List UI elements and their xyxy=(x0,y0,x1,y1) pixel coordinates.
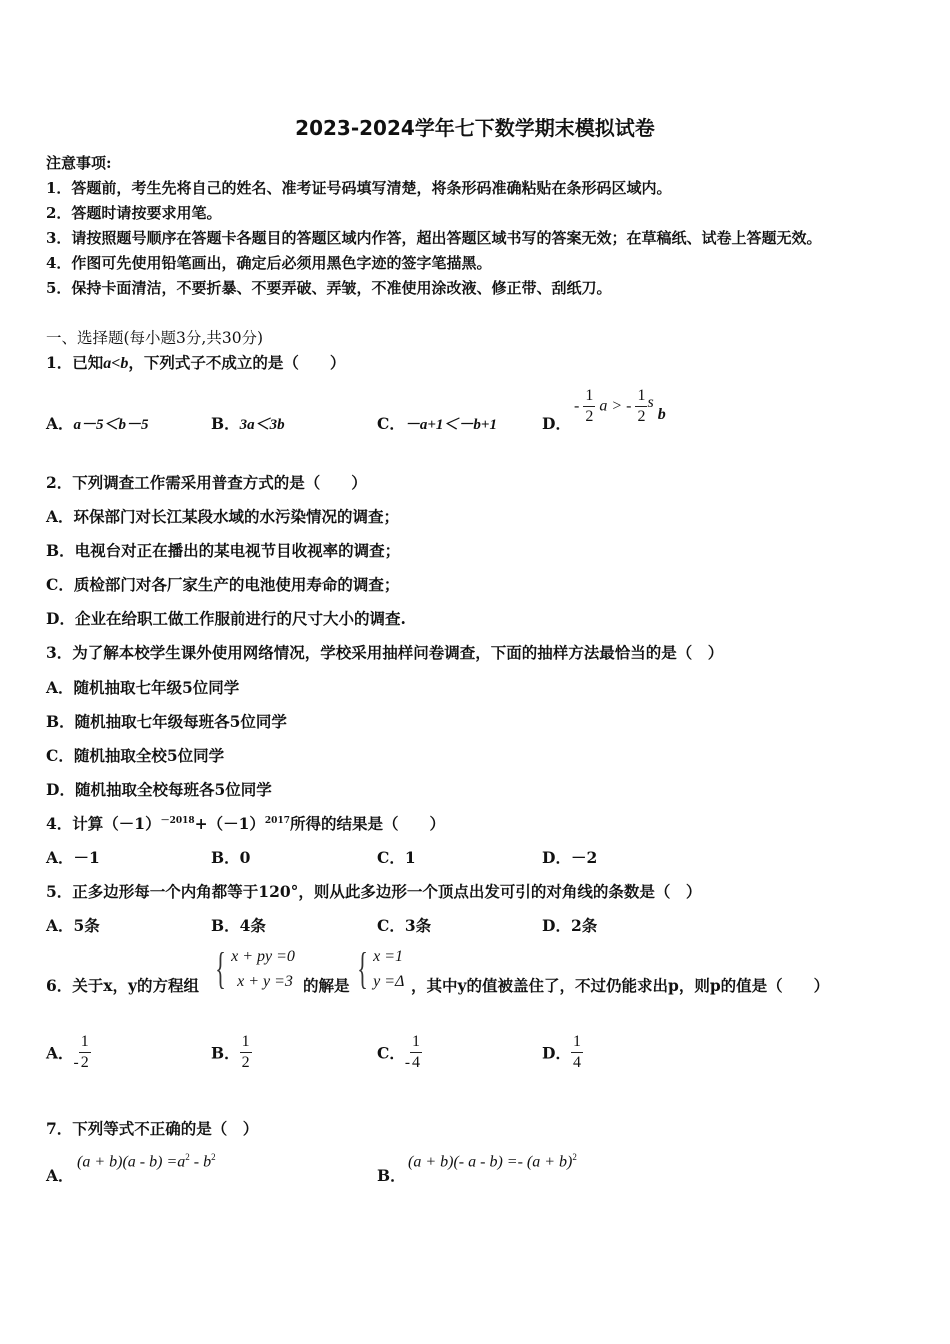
q1-option-c[interactable] xyxy=(377,412,497,434)
exponent: －2018 xyxy=(160,815,195,826)
numerator: 1 xyxy=(572,1033,581,1050)
option-text: 3a＜3b xyxy=(239,417,285,433)
q6-stem-mid: 的解是 xyxy=(303,976,350,995)
notice-item: 3．请按照题号顺序在答题卡各题目的答题区域内作答，超出答题区域书写的答案无效；在草稿纸、试卷上答题无效。 xyxy=(46,229,822,247)
q5-option-c[interactable]: C．3条 xyxy=(377,916,432,935)
q3-option-c[interactable]: C．随机抽取全校5位同学 xyxy=(46,746,225,765)
question-4-stem xyxy=(46,812,445,834)
system-lines xyxy=(373,944,404,994)
question-3-stem: 3．为了解本校学生课外使用网络情况，学校采用抽样问卷调查，下面的抽样方法最恰当的是（ ） xyxy=(46,643,724,662)
q2-option-c[interactable]: C．质检部门对各厂家生产的电池使用寿命的调查； xyxy=(46,575,400,594)
fraction xyxy=(571,1032,583,1073)
q4-option-a[interactable]: A．－1 xyxy=(46,848,100,867)
denominator: 2 xyxy=(637,408,646,425)
option-text: a－5＜b－5 xyxy=(73,417,149,433)
notice-item: 5．保持卡面清洁，不要折暴、不要弄破、弄皱，不准使用涂改液、修正带、刮纸刀。 xyxy=(46,279,612,297)
q6-option-c[interactable] xyxy=(377,1032,422,1073)
equation-system-1 xyxy=(210,944,295,994)
q5-option-a[interactable]: A．5条 xyxy=(46,916,100,935)
exponent: 2 xyxy=(211,1152,216,1162)
fraction xyxy=(635,386,647,427)
expr-middle: a > - xyxy=(599,397,632,415)
option-label: C． xyxy=(377,414,405,433)
system-lines xyxy=(231,944,295,994)
q5-option-d[interactable]: D．2条 xyxy=(542,916,598,935)
fraction xyxy=(583,386,595,427)
option-label: A． xyxy=(46,1043,74,1063)
denominator: 2 xyxy=(80,1054,89,1071)
fraction xyxy=(240,1032,252,1073)
q2-option-d[interactable]: D．企业在给职工做工作服前进行的尺寸大小的调查. xyxy=(46,609,406,628)
q6-option-d[interactable] xyxy=(542,1032,583,1073)
q1-stem-pre: 1．已知 xyxy=(46,353,104,372)
q2-option-b[interactable]: B．电视台对正在播出的某电视节目收视率的调查； xyxy=(46,541,401,560)
question-5-stem: 5．正多边形每一个内角都等于120°，则从此多边形一个顶点出发可引的对角线的条数是（ ） xyxy=(46,882,702,901)
option-label: B． xyxy=(211,1043,240,1063)
numerator: 1 xyxy=(412,1033,421,1050)
notice-heading: 注意事项: xyxy=(46,154,112,172)
question-1-stem xyxy=(46,351,345,373)
section-heading: 一、选择题(每小题3分,共30分) xyxy=(46,329,264,347)
q4-option-b[interactable]: B．0 xyxy=(211,848,251,867)
q5-option-b[interactable]: B．4条 xyxy=(211,916,266,935)
numerator: 1 xyxy=(241,1033,250,1050)
numerator: 1 xyxy=(635,386,647,407)
q1-option-b[interactable] xyxy=(211,412,285,434)
option-text: －a+1＜－b+1 xyxy=(404,417,497,433)
equation-system-2 xyxy=(352,944,404,994)
exponent: 2017 xyxy=(264,815,290,826)
option-label: A． xyxy=(46,414,74,433)
option-label: D． xyxy=(542,1043,571,1063)
exponent: 2 xyxy=(572,1152,577,1162)
expr: (a + b)(- a - b) =- (a + b) xyxy=(408,1153,573,1171)
q3-option-d[interactable]: D．随机抽取全校每班各5位同学 xyxy=(46,780,272,799)
minus-sign: - xyxy=(404,1053,411,1071)
notice-item: 1．答题前，考生先将自己的姓名、准考证号码填写清楚，将条形码准确粘贴在条形码区域内。 xyxy=(46,179,672,197)
q4-option-c[interactable]: C．1 xyxy=(377,848,416,867)
denominator: 4 xyxy=(572,1054,581,1071)
brace-icon: { xyxy=(215,944,226,993)
question-7-stem: 7．下列等式不正确的是（ ） xyxy=(46,1119,259,1138)
notice-item: 2．答题时请按要求用笔。 xyxy=(46,204,222,222)
q1-stem-math: a<b xyxy=(103,355,129,372)
expr-b: b xyxy=(657,405,666,423)
q1-option-d-expr xyxy=(574,386,666,427)
expr: - b xyxy=(189,1153,212,1171)
q7-option-b-label[interactable]: B． xyxy=(377,1166,406,1185)
q7-option-a-label[interactable]: A． xyxy=(46,1166,74,1185)
q7-option-a-expr xyxy=(77,1152,216,1171)
q3-option-b[interactable]: B．随机抽取七年级每班各5位同学 xyxy=(46,712,287,731)
q2-option-a[interactable]: A．环保部门对长江某段水域的水污染情况的调查； xyxy=(46,507,400,526)
q6-stem-post: ，其中y的值被盖住了，不过仍能求出p，则p的值是（ ） xyxy=(411,976,830,995)
fraction xyxy=(79,1032,91,1073)
option-label: B． xyxy=(211,414,240,433)
q6-option-a[interactable] xyxy=(46,1032,91,1073)
exponent: 2 xyxy=(185,1152,190,1162)
minus-sign: - xyxy=(574,397,580,415)
brace-icon: { xyxy=(357,944,368,993)
numerator: 1 xyxy=(583,386,595,407)
notice-item: 4．作图可先使用铅笔画出，确定后必须用黑色字迹的签字笔描黑。 xyxy=(46,254,492,272)
option-label: C． xyxy=(377,1043,405,1063)
q4-stem-post: 所得的结果是（ ） xyxy=(289,814,445,833)
q4-option-d[interactable]: D．－2 xyxy=(542,848,598,867)
q7-option-b-expr xyxy=(408,1152,577,1171)
q1-option-d-label[interactable]: D． xyxy=(542,414,571,433)
q1-stem-post: ，下列式子不成立的是（ ） xyxy=(128,353,346,372)
q3-option-a[interactable]: A．随机抽取七年级5位同学 xyxy=(46,678,240,697)
fraction xyxy=(410,1032,422,1073)
denominator: 2 xyxy=(585,408,594,425)
q6-stem-pre: 6．关于x，y的方程组 xyxy=(46,976,200,995)
minus-sign: - xyxy=(73,1053,79,1071)
equation: x =1 xyxy=(373,948,404,965)
equation: x + py =0 xyxy=(231,948,295,965)
expr: (a + b)(a - b) =a xyxy=(77,1153,186,1171)
q4-stem-mid: +（－1） xyxy=(194,814,265,833)
page-title: 2023-2024学年七下数学期末模拟试卷 xyxy=(295,116,655,140)
denominator: 2 xyxy=(241,1054,250,1071)
question-2-stem: 2．下列调查工作需采用普查方式的是（ ） xyxy=(46,473,367,492)
equation: x + y =3 xyxy=(237,973,293,990)
equation: y =Δ xyxy=(373,973,405,990)
numerator: 1 xyxy=(80,1033,89,1050)
q4-stem-pre: 4．计算（－1） xyxy=(46,814,161,833)
q6-option-b[interactable] xyxy=(211,1032,252,1073)
expr-s: s xyxy=(647,393,654,411)
denominator: 4 xyxy=(412,1054,421,1071)
q1-option-a[interactable] xyxy=(46,412,149,434)
